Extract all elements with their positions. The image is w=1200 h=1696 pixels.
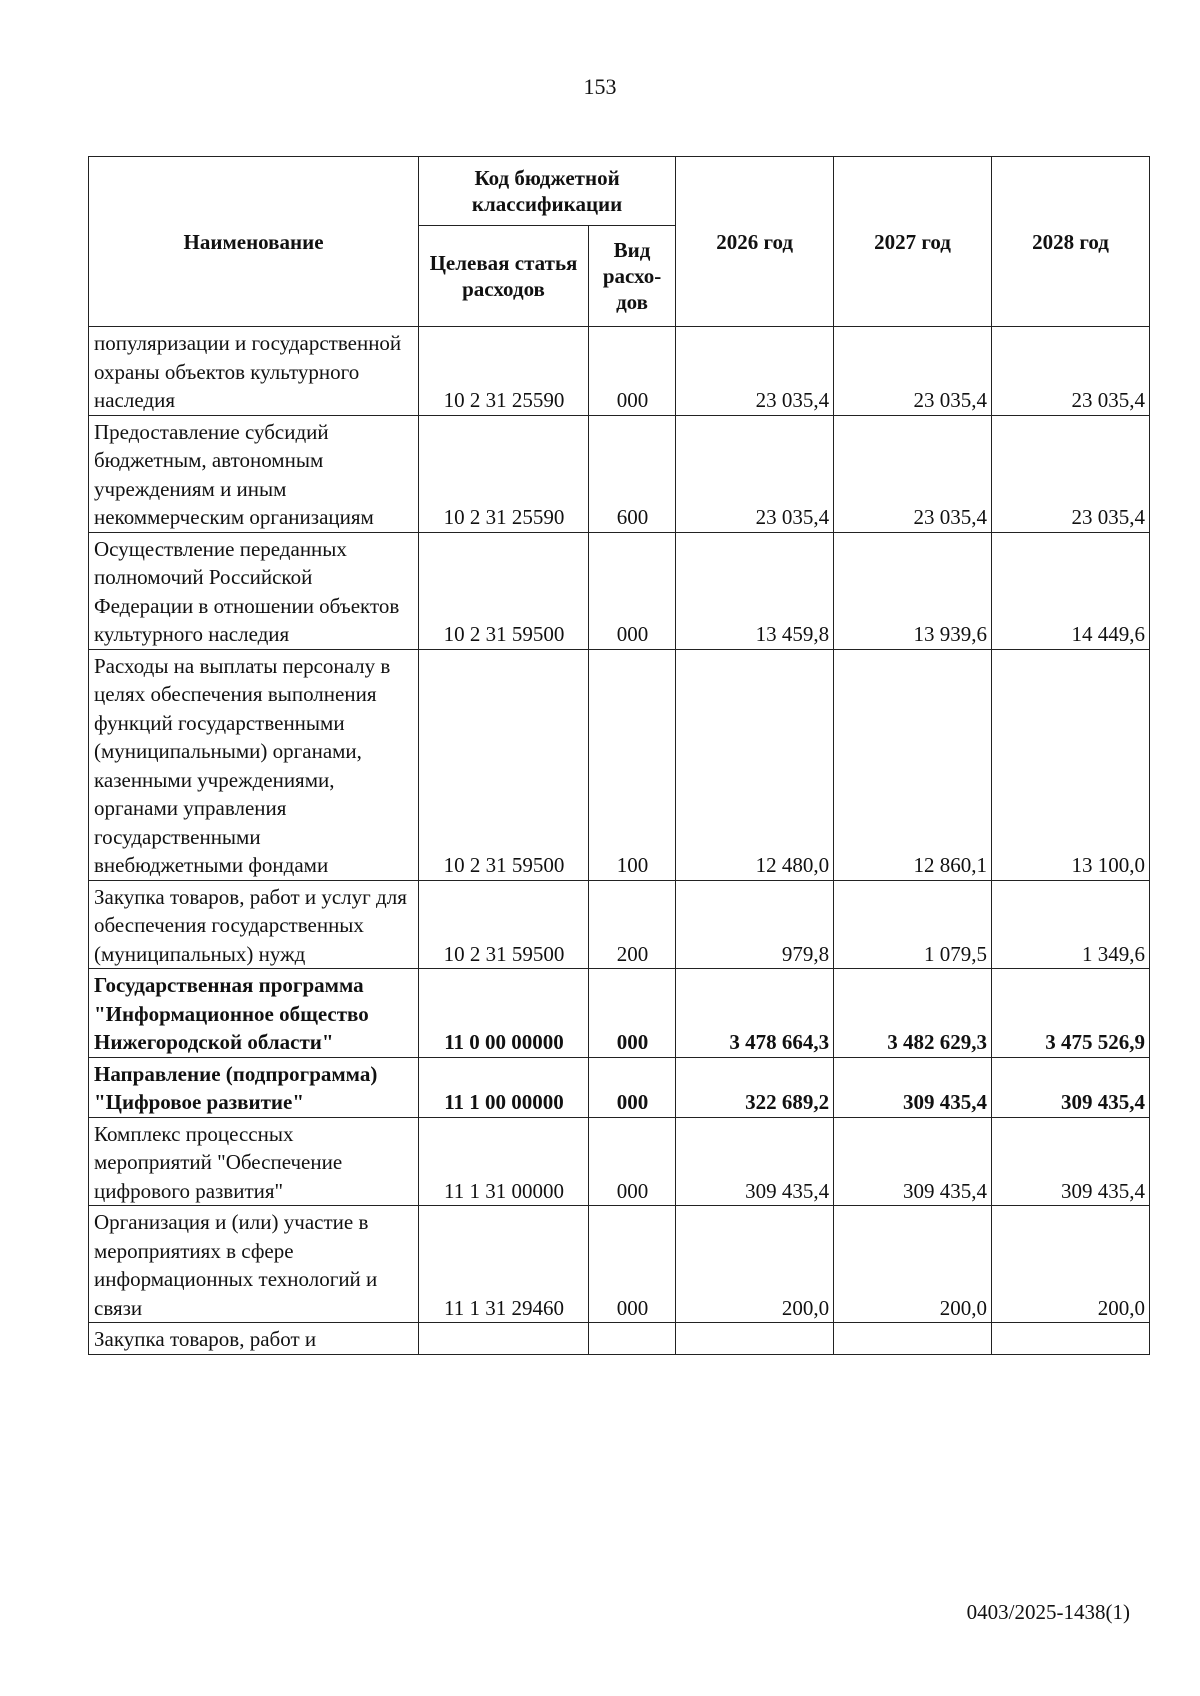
cell-expense-type: 000 bbox=[588, 1117, 675, 1206]
cell-2026: 13 459,8 bbox=[676, 532, 834, 649]
cell-target-article bbox=[419, 1323, 589, 1355]
cell-2027: 13 939,6 bbox=[834, 532, 992, 649]
cell-2027: 23 035,4 bbox=[834, 327, 992, 416]
cell-2027: 23 035,4 bbox=[834, 415, 992, 532]
cell-target-article: 10 2 31 25590 bbox=[419, 327, 589, 416]
page-number: 153 bbox=[583, 74, 617, 99]
cell-target-article: 11 1 31 29460 bbox=[419, 1206, 589, 1323]
cell-name: Осуществление переданных полномочий Российской Федерации в отношении объектов культурного наследия bbox=[89, 532, 419, 649]
cell-2028: 309 435,4 bbox=[992, 1057, 1150, 1117]
cell-name: Расходы на выплаты персоналу в целях обеспечения выполнения функций государственными (муниципальными) органами, казенными учреждениями, органами управления государственными внебюджетными фондами bbox=[89, 649, 419, 880]
cell-target-article: 10 2 31 59500 bbox=[419, 880, 589, 969]
table-row bbox=[89, 1206, 1150, 1323]
cell-target-article: 11 1 31 00000 bbox=[419, 1117, 589, 1206]
table-row bbox=[89, 1323, 1150, 1355]
cell-2027: 12 860,1 bbox=[834, 649, 992, 880]
cell-2026: 200,0 bbox=[676, 1206, 834, 1323]
header-2026: 2026 год bbox=[676, 157, 834, 327]
table-row bbox=[89, 327, 1150, 416]
cell-2026 bbox=[676, 1323, 834, 1355]
cell-2028: 200,0 bbox=[992, 1206, 1150, 1323]
table-row bbox=[89, 969, 1150, 1058]
cell-expense-type: 000 bbox=[588, 1206, 675, 1323]
cell-expense-type: 200 bbox=[588, 880, 675, 969]
header-2028: 2028 год bbox=[992, 157, 1150, 327]
cell-2026: 23 035,4 bbox=[676, 415, 834, 532]
cell-name: Комплекс процессных мероприятий "Обеспечение цифрового развития" bbox=[89, 1117, 419, 1206]
cell-name: Государственная программа "Информационное общество Нижегородской области" bbox=[89, 969, 419, 1058]
header-code-group: Код бюджетной классификации bbox=[419, 157, 676, 226]
cell-expense-type: 000 bbox=[588, 969, 675, 1058]
cell-2026: 23 035,4 bbox=[676, 327, 834, 416]
cell-2027: 309 435,4 bbox=[834, 1057, 992, 1117]
cell-2027: 3 482 629,3 bbox=[834, 969, 992, 1058]
table-row bbox=[89, 1117, 1150, 1206]
table-body bbox=[89, 327, 1150, 1355]
cell-2027: 309 435,4 bbox=[834, 1117, 992, 1206]
cell-target-article: 11 1 00 00000 bbox=[419, 1057, 589, 1117]
header-2027: 2027 год bbox=[834, 157, 992, 327]
cell-expense-type: 000 bbox=[588, 532, 675, 649]
cell-2027: 1 079,5 bbox=[834, 880, 992, 969]
cell-2026: 12 480,0 bbox=[676, 649, 834, 880]
cell-expense-type: 100 bbox=[588, 649, 675, 880]
cell-2026: 979,8 bbox=[676, 880, 834, 969]
table-row bbox=[89, 1057, 1150, 1117]
header-expense-type: Вид расхо-дов bbox=[588, 226, 675, 327]
cell-expense-type bbox=[588, 1323, 675, 1355]
cell-2028: 309 435,4 bbox=[992, 1117, 1150, 1206]
cell-target-article: 10 2 31 59500 bbox=[419, 649, 589, 880]
cell-name: Закупка товаров, работ и bbox=[89, 1323, 419, 1355]
cell-2028: 23 035,4 bbox=[992, 415, 1150, 532]
cell-name: Закупка товаров, работ и услуг для обеспечения государственных (муниципальных) нужд bbox=[89, 880, 419, 969]
cell-2028: 14 449,6 bbox=[992, 532, 1150, 649]
cell-2026: 3 478 664,3 bbox=[676, 969, 834, 1058]
cell-2028 bbox=[992, 1323, 1150, 1355]
cell-expense-type: 000 bbox=[588, 327, 675, 416]
document-code: 0403/2025-1438(1) bbox=[966, 1600, 1130, 1624]
cell-2027 bbox=[834, 1323, 992, 1355]
header-target-article: Целевая статья расходов bbox=[419, 226, 589, 327]
cell-name: популяризации и государственной охраны объектов культурного наследия bbox=[89, 327, 419, 416]
cell-2028: 1 349,6 bbox=[992, 880, 1150, 969]
table-row bbox=[89, 532, 1150, 649]
cell-target-article: 10 2 31 59500 bbox=[419, 532, 589, 649]
cell-name: Предоставление субсидий бюджетным, автономным учреждениям и иным некоммерческим организациям bbox=[89, 415, 419, 532]
cell-target-article: 10 2 31 25590 bbox=[419, 415, 589, 532]
table-row bbox=[89, 415, 1150, 532]
header-name: Наименование bbox=[89, 157, 419, 327]
cell-2028: 3 475 526,9 bbox=[992, 969, 1150, 1058]
cell-name: Организация и (или) участие в мероприятиях в сфере информационных технологий и связи bbox=[89, 1206, 419, 1323]
table-row bbox=[89, 649, 1150, 880]
cell-2026: 322 689,2 bbox=[676, 1057, 834, 1117]
cell-2028: 23 035,4 bbox=[992, 327, 1150, 416]
cell-2028: 13 100,0 bbox=[992, 649, 1150, 880]
budget-table bbox=[88, 156, 1150, 1355]
cell-2026: 309 435,4 bbox=[676, 1117, 834, 1206]
cell-expense-type: 000 bbox=[588, 1057, 675, 1117]
cell-target-article: 11 0 00 00000 bbox=[419, 969, 589, 1058]
cell-name: Направление (подпрограмма) "Цифровое развитие" bbox=[89, 1057, 419, 1117]
cell-2027: 200,0 bbox=[834, 1206, 992, 1323]
cell-expense-type: 600 bbox=[588, 415, 675, 532]
table-row bbox=[89, 880, 1150, 969]
